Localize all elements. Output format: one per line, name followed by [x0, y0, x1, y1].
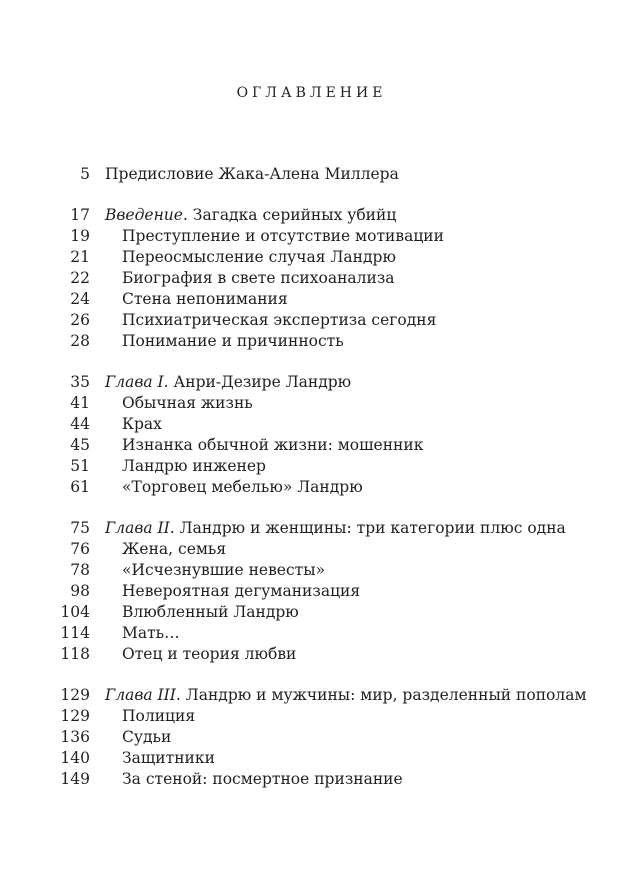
toc-entry	[0, 727, 619, 748]
toc-entry-text: Влюбленный Ландрю	[122, 603, 299, 621]
toc-entry-text: Защитники	[122, 749, 215, 767]
toc-entry-label	[122, 581, 360, 602]
toc-entry	[0, 414, 619, 435]
toc-entry-label	[122, 331, 344, 352]
toc-entry	[0, 435, 619, 456]
toc-entry-label	[122, 602, 299, 623]
toc-section	[0, 518, 619, 665]
toc-page-number: 98	[70, 582, 90, 600]
toc-entry-label	[122, 226, 444, 247]
toc-page-number: 5	[80, 165, 90, 183]
toc-entry	[0, 289, 619, 310]
toc-entry-italic-prefix: Глава I.	[105, 373, 169, 391]
toc-page-number: 78	[70, 561, 90, 579]
page-title: ОГЛАВЛЕНИЕ	[236, 85, 387, 101]
toc-page-number: 51	[70, 457, 90, 475]
toc-entry-text: Невероятная дегуманизация	[122, 582, 361, 600]
toc-entry-label	[105, 685, 587, 706]
toc-page-number: 17	[70, 206, 90, 224]
toc-entry	[0, 644, 619, 665]
toc-entry-label	[122, 560, 325, 581]
toc-entry-text: Обычная жизнь	[122, 394, 253, 412]
toc-entry-italic-prefix: Глава II.	[105, 519, 175, 537]
toc-page-number: 118	[60, 645, 90, 663]
toc-entry-italic-prefix: Введение.	[105, 206, 188, 224]
toc-entry	[0, 748, 619, 769]
toc-entry-italic-prefix: Глава III.	[105, 686, 181, 704]
toc-entry-label	[122, 414, 162, 435]
toc-page-number: 129	[60, 707, 90, 725]
toc-entry	[0, 331, 619, 352]
toc-entry-text: Преступление и отсутствие мотивации	[122, 227, 444, 245]
toc-entry	[0, 560, 619, 581]
toc-entry-label	[122, 247, 396, 268]
toc-entry	[0, 685, 619, 706]
toc-entry	[0, 518, 619, 539]
toc-entry	[0, 372, 619, 393]
toc-entry-text: Ландрю инженер	[122, 457, 266, 475]
toc-page-number: 61	[70, 478, 90, 496]
toc-page-number: 21	[70, 248, 90, 266]
toc-entry-text: Крах	[122, 415, 162, 433]
toc-entry-label	[122, 748, 215, 769]
toc-page-number: 140	[60, 749, 90, 767]
toc-entry-text: Предисловие Жака-Алена Миллера	[105, 165, 399, 183]
toc-entry-text: Биография в свете психоанализа	[122, 269, 395, 287]
toc-page-number: 104	[60, 603, 90, 621]
toc-entry-text: Стена непонимания	[122, 290, 288, 308]
toc-entry-label	[105, 164, 399, 185]
toc-entry	[0, 393, 619, 414]
toc-page-number: 45	[70, 436, 90, 454]
toc-list	[0, 164, 619, 790]
toc-entry-text: Анри-Дезире Ландрю	[168, 373, 352, 391]
toc-entry-text: «Торговец мебелью» Ландрю	[122, 478, 363, 496]
toc-entry-text: Понимание и причинность	[122, 332, 344, 350]
toc-section	[0, 164, 619, 185]
toc-entry-text: Изнанка обычной жизни: мошенник	[122, 436, 424, 454]
toc-entry-text: Жена, семья	[122, 540, 227, 558]
toc-entry-text: Загадка серийных убийц	[187, 206, 397, 224]
toc-entry	[0, 769, 619, 790]
toc-entry-label	[105, 518, 566, 539]
toc-page-number: 149	[60, 770, 90, 788]
toc-entry-label	[122, 268, 395, 289]
toc-entry	[0, 706, 619, 727]
toc-entry-text: Ландрю и мужчины: мир, разделенный пополам	[180, 686, 587, 704]
toc-entry-label	[122, 456, 266, 477]
toc-entry	[0, 164, 619, 185]
toc-entry-label	[122, 435, 423, 456]
toc-page-number: 114	[60, 624, 90, 642]
toc-page-number: 76	[70, 540, 90, 558]
toc-entry	[0, 310, 619, 331]
toc-entry-label	[122, 289, 288, 310]
toc-section	[0, 372, 619, 498]
toc-page-number: 41	[70, 394, 90, 412]
toc-page-number: 26	[70, 311, 90, 329]
toc-entry-text: Мать…	[122, 624, 180, 642]
toc-entry-label	[122, 623, 180, 644]
toc-entry-label	[122, 539, 226, 560]
toc-page-number: 75	[70, 519, 90, 537]
toc-section	[0, 205, 619, 352]
toc-entry-text: Судьи	[122, 728, 172, 746]
toc-entry-label	[105, 205, 396, 226]
toc-entry-text: Отец и теория любви	[122, 645, 297, 663]
toc-entry-text: За стеной: посмертное признание	[122, 770, 403, 788]
toc-entry-text: Ландрю и женщины: три категории плюс одна	[174, 519, 566, 537]
toc-entry-label	[122, 393, 253, 414]
toc-page-number: 136	[60, 728, 90, 746]
toc-entry	[0, 477, 619, 498]
toc-entry	[0, 602, 619, 623]
toc-page-number: 24	[70, 290, 90, 308]
toc-entry-label	[122, 769, 403, 790]
toc-entry-text: Переосмысление случая Ландрю	[122, 248, 396, 266]
toc-entry	[0, 205, 619, 226]
toc-entry	[0, 268, 619, 289]
toc-section	[0, 685, 619, 790]
toc-entry	[0, 539, 619, 560]
toc-entry-text: Полиция	[122, 707, 196, 725]
toc-page-number: 35	[70, 373, 90, 391]
toc-page-number: 22	[70, 269, 90, 287]
toc-entry-label	[122, 644, 296, 665]
toc-entry-label	[122, 310, 436, 331]
toc-entry	[0, 623, 619, 644]
toc-entry-text: Психиатрическая экспертиза сегодня	[122, 311, 437, 329]
toc-entry	[0, 247, 619, 268]
toc-page-number: 28	[70, 332, 90, 350]
toc-page-number: 129	[60, 686, 90, 704]
toc-entry	[0, 226, 619, 247]
toc-entry	[0, 581, 619, 602]
toc-entry-label	[122, 727, 171, 748]
toc-page-number: 44	[70, 415, 90, 433]
toc-entry-text: «Исчезнувшие невесты»	[122, 561, 326, 579]
toc-page-number: 19	[70, 227, 90, 245]
toc-entry-label	[105, 372, 351, 393]
toc-entry-label	[122, 706, 195, 727]
toc-entry	[0, 456, 619, 477]
toc-entry-label	[122, 477, 363, 498]
